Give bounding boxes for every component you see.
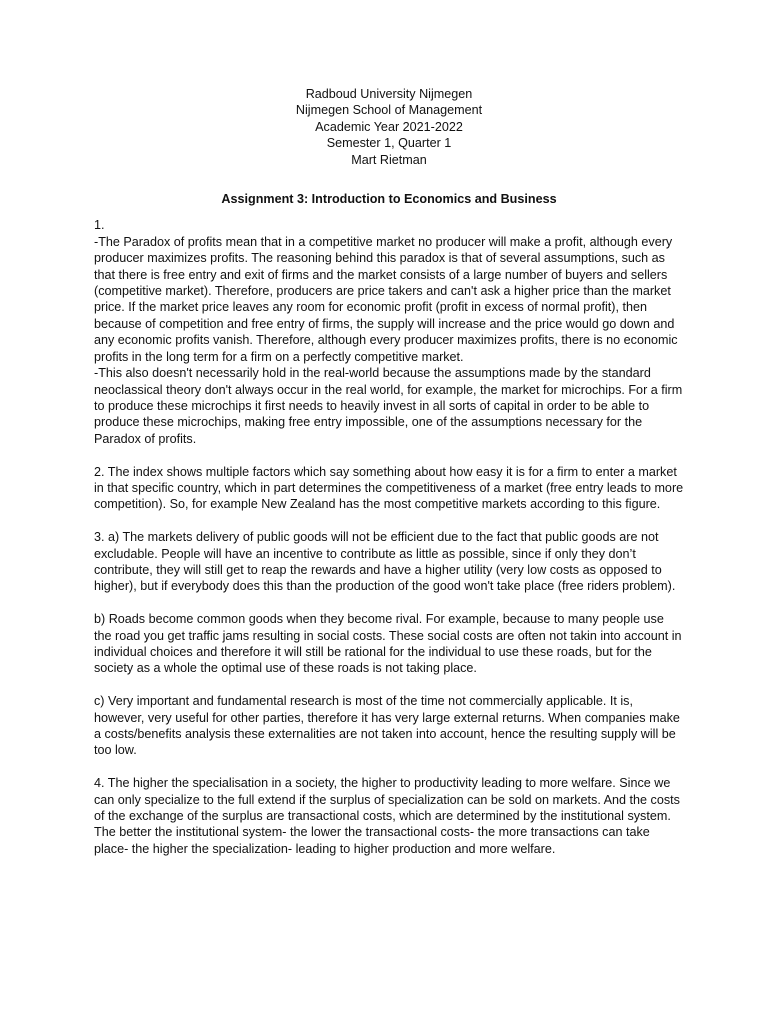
document-header (94, 86, 684, 168)
document-page (94, 86, 684, 857)
question-4-answer: 4. The higher the specialisation in a society, the higher to productivity leading to more welfare. Since we can only specialize to the full extend if the surplus of specialization can be sold on markets. And the costs of the exchange of the surplus are transactional costs, which are determined by the institutional system. The better the institutional system- the lower the transactional costs- the more transactions can take place- the higher the specialization- leading to higher production and more welfare. (94, 776, 680, 856)
question-3c-answer: c) Very important and fundamental research is most of the time not commercially applicable. It is, however, very useful for other parties, therefore it has very large external returns. When companies make a costs/benefits analysis these externalities are not taken into account, hence the resulting supply will be too low. (94, 694, 680, 758)
question-2-answer: 2. The index shows multiple factors which say something about how easy it is for a firm to enter a market in that specific country, which in part determines the competitiveness of a market (free entry leads to more competition). So, for example New Zealand has the most competitive markets according to this figure. (94, 464, 684, 512)
question-1-paradox-of-profits: -The Paradox of profits mean that in a competitive market no producer will make a profit, although every producer maximizes profits. The reasoning behind this paradox is that of several assumptions, such as that there is free entry and exit of firms and the market consists of a large number of buyers and sellers (competitive market). Therefore, producers are price takers and can't ask a higher price than the market price. If the market price leaves any room for economic profit (profit in excess of normal profit), then because of competition and free entry of firms, the supply will increase and the price would go down and any economic profits vanish. Therefore, although every producer maximizes profits, there is no economic profits in the long term for a firm on a perfectly competitive market. (94, 234, 678, 364)
assignment-title: Assignment 3: Introduction to Economics and Business (221, 192, 557, 207)
semester: Semester 1, Quarter 1 (326, 136, 452, 151)
question-1-number: 1. (94, 218, 105, 233)
school-name: Nijmegen School of Management (295, 103, 483, 118)
question-1-real-world: -This also doesn't necessarily hold in the real-world because the assumptions made by the standard neoclassical theory don't always occur in the real world, for example, the market for microchips. For a firm to produce these microchips it first needs to heavily invest in all sorts of capital in order to be able to produce these microchips, making free entry impossible, one of the assumptions necessary for the Paradox of profits. (94, 366, 683, 446)
author-name: Mart Rietman (351, 152, 427, 167)
university-name: Radboud University Nijmegen (305, 87, 473, 101)
academic-year: Academic Year 2021-2022 (315, 119, 463, 134)
question-3b-answer: b) Roads become common goods when they become rival. For example, because to many people use the road you get traffic jams resulting in social costs. These social costs are often not takin into account in individual choices and therefore it will still be rational for the individual to use these roads, but for the society as a whole the optimal use of these roads is not taking place. (94, 612, 682, 676)
question-3a-answer: 3. a) The markets delivery of public goods will not be efficient due to the fact that public goods are not excludable. People will have an incentive to contribute as little as possible, since if only they don’t contribute, they will still get to reap the rewards and have a higher utility (very low costs as opposed to higher), but if everybody does this than the production of the good won't take place (free riders problem). (94, 530, 676, 594)
